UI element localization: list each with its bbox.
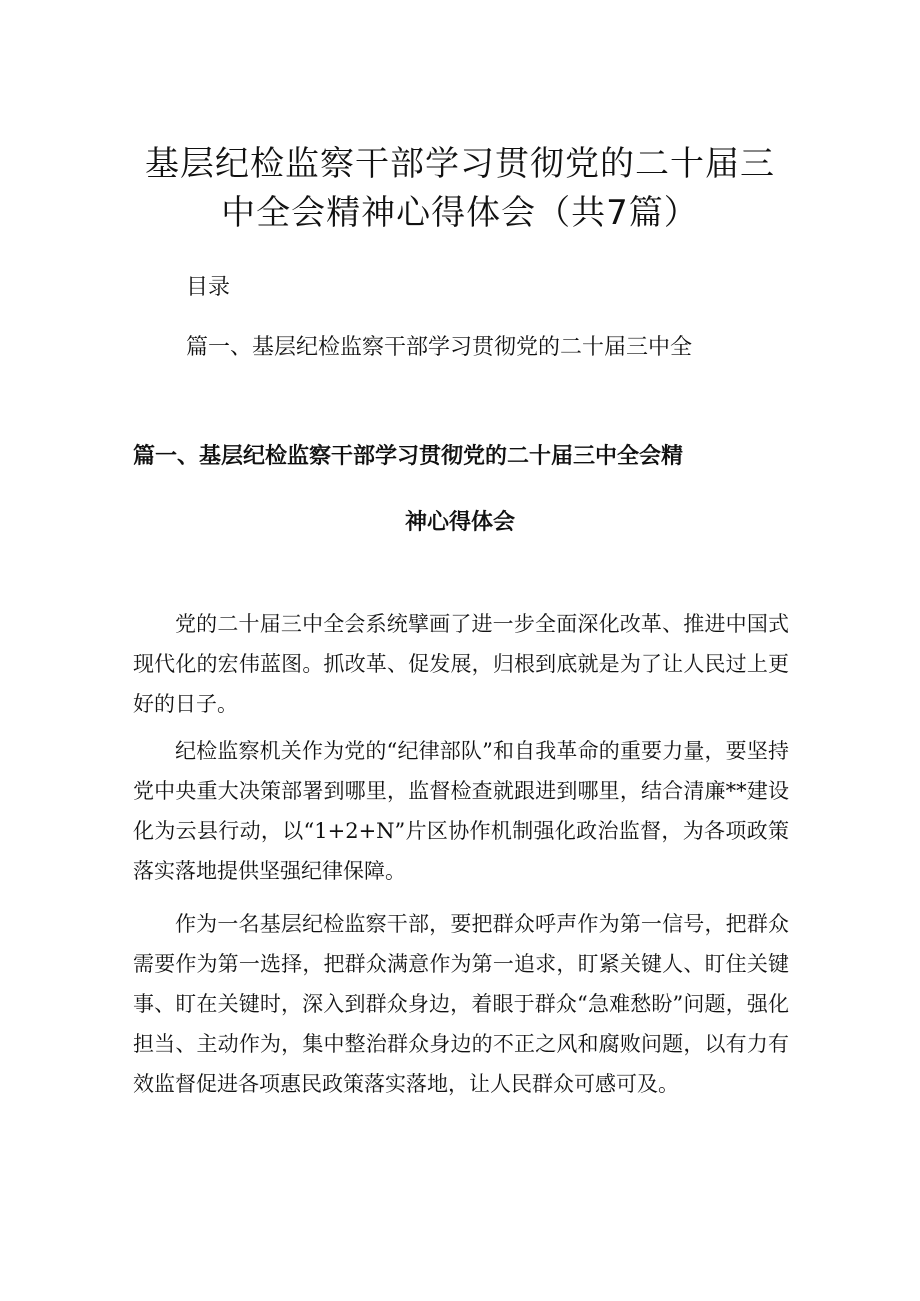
toc-item-1[interactable]: 篇一、基层纪检监察干部学习贯彻党的二十届三中全 <box>186 335 693 360</box>
body-paragraph-1: 党的二十届三中全会系统擘画了进一步全面深化改革、推进中国式现代化的宏伟蓝图。抓改革、促发展，归根到底就是为了让人民过上更好的日子。 <box>133 612 789 716</box>
document-title-line-1: 基层纪检监察干部学习贯彻党的二十届三 <box>145 144 775 184</box>
toc-heading: 目录 <box>186 275 231 300</box>
section-title-line-1: 篇一、基层纪检监察干部学习贯彻党的二十届三中全会精 <box>133 444 684 469</box>
section-title-line-2: 神心得体会 <box>404 510 515 535</box>
document-title-line-2: 中全会精神心得体会（共7篇） <box>221 193 699 233</box>
body-paragraph-2: 纪检监察机关作为党的“纪律部队”和自我革命的重要力量，要坚持党中央重大决策部署到哪里，监督检查就跟进到哪里，结合清廉**建设化为云县行动，以“1+2+N”片区协作机制强化政治监督，为各项政策落实落地提供坚强纪律保障。 <box>133 739 789 883</box>
body-paragraph-3: 作为一名基层纪检监察干部，要把群众呼声作为第一信号，把群众需要作为第一选择，把群众满意作为第一追求，盯紧关键人、盯住关键事、盯在关键时，深入到群众身边，着眼于群众“急难愁盼”问题，强化担当、主动作为，集中整治群众身边的不正之风和腐败问题，以有力有效监督促进各项惠民政策落实落地，让人民群众可感可及。 <box>133 912 789 1096</box>
